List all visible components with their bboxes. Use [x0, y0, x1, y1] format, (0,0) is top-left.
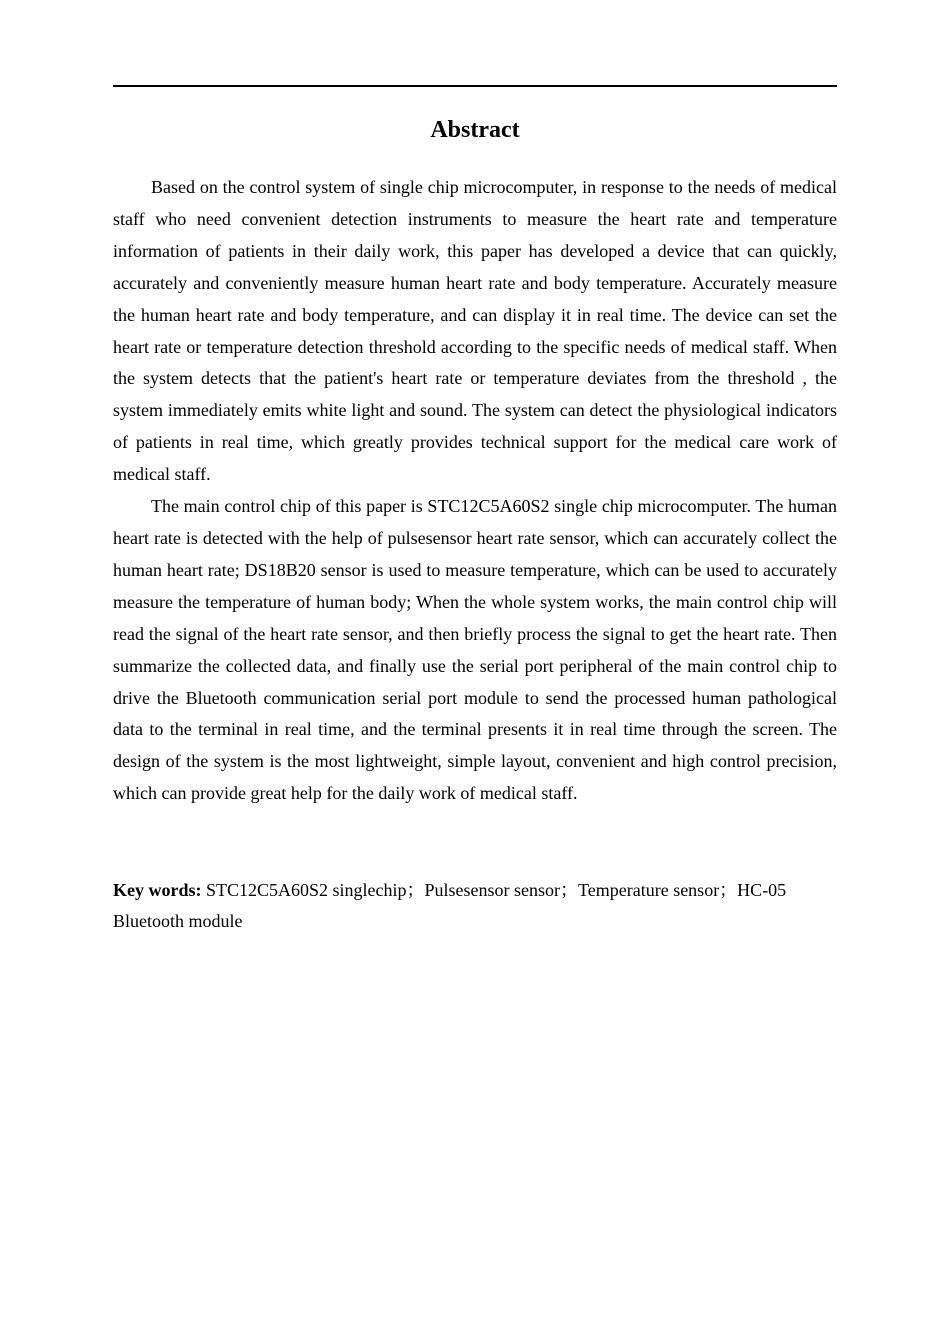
keywords-label: Key words: [113, 880, 202, 900]
abstract-paragraph-2: The main control chip of this paper is STC12C5A60S2 single chip microcomputer. The human heart rate is detected with the help of pulsesensor heart rate sensor, which can accurately collect the human heart rate; DS18B20 sensor is used to measure temperature, which can be used to accurately measure the temperature of human body; When the whole system works, the main control chip will read the signal of the heart rate sensor, and then briefly process the signal to get the heart rate. Then summarize the collected data, and finally use the serial port peripheral of the main control chip to drive the Bluetooth communication serial port module to send the processed human pathological data to the terminal in real time, and the terminal presents it in real time through the screen. The design of the system is the most lightweight, simple layout, convenient and high control precision, which can provide great help for the daily work of medical staff. [113, 496, 837, 804]
keywords-text: STC12C5A60S2 singlechip；Pulsesensor sensor；Temperature sensor；HC-05 Bluetooth module [113, 880, 787, 931]
keywords-line [113, 875, 837, 937]
page-title: Abstract [430, 117, 520, 143]
header-rule [113, 85, 837, 87]
abstract-body [113, 172, 837, 810]
abstract-paragraph-1: Based on the control system of single chip microcomputer, in response to the needs of medical staff who need convenient detection instruments to measure the heart rate and temperature information of patients in their daily work, this paper has developed a device that can quickly, accurately and conveniently measure human heart rate and body temperature. Accurately measure the human heart rate and body temperature, and can display it in real time. The device can set the heart rate or temperature detection threshold according to the specific needs of medical staff. When the system detects that the patient's heart rate or temperature deviates from the threshold , the system immediately emits white light and sound. The system can detect the physiological indicators of patients in real time, which greatly provides technical support for the medical care work of medical staff. [113, 177, 837, 485]
